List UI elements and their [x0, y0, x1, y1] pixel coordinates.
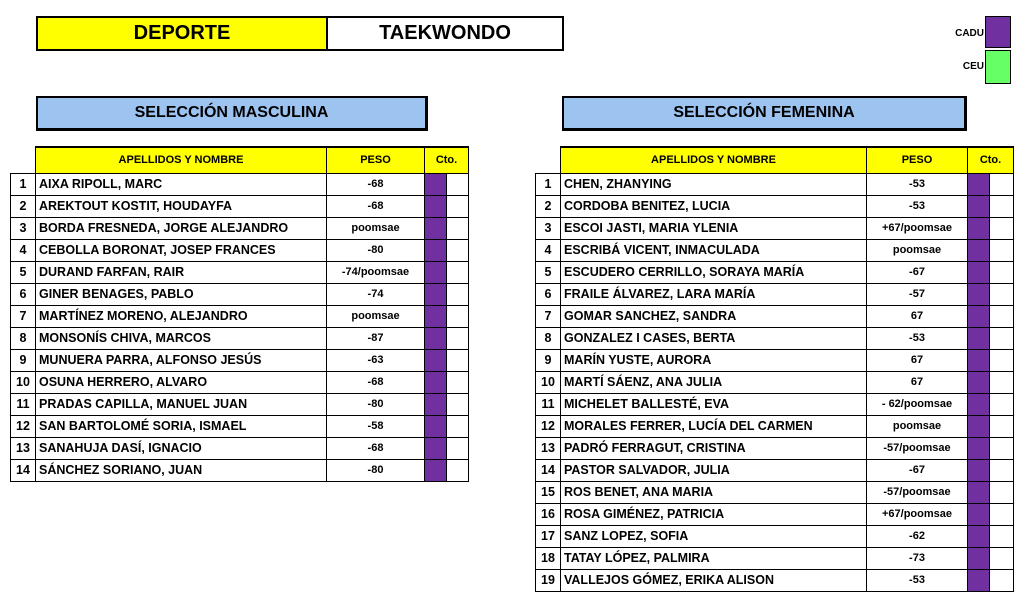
row-number: 5 — [536, 261, 561, 283]
table-row — [536, 371, 1014, 393]
sport-label: DEPORTE — [36, 16, 328, 51]
table-row — [536, 239, 1014, 261]
athlete-weight: - 62/poomsae — [867, 393, 968, 415]
table-row — [536, 525, 1014, 547]
athlete-name: ESCRIBÁ VICENT, INMACULADA — [561, 239, 867, 261]
cto-extra-cell — [990, 481, 1014, 503]
cto-extra-cell — [447, 261, 469, 283]
athlete-name: CHEN, ZHANYING — [561, 173, 867, 195]
table-row — [11, 349, 469, 371]
cto-extra-cell — [990, 547, 1014, 569]
athlete-name: OSUNA HERRERO, ALVARO — [36, 371, 327, 393]
row-number: 11 — [11, 393, 36, 415]
athlete-weight: -67 — [867, 261, 968, 283]
row-number: 13 — [536, 437, 561, 459]
athlete-weight: -57/poomsae — [867, 481, 968, 503]
cto-cadu-cell — [968, 173, 990, 195]
cto-cadu-cell — [968, 481, 990, 503]
column-header-peso: PESO — [867, 147, 968, 173]
row-number: 14 — [11, 459, 36, 481]
cto-extra-cell — [447, 327, 469, 349]
athlete-weight: -53 — [867, 327, 968, 349]
row-number: 16 — [536, 503, 561, 525]
cto-extra-cell — [447, 305, 469, 327]
athlete-weight: -63 — [327, 349, 425, 371]
cto-cadu-cell — [968, 393, 990, 415]
cto-extra-cell — [990, 239, 1014, 261]
cto-cadu-cell — [968, 327, 990, 349]
athlete-name: GONZALEZ I CASES, BERTA — [561, 327, 867, 349]
athlete-name: SANAHUJA DASÍ, IGNACIO — [36, 437, 327, 459]
athlete-name: AIXA RIPOLL, MARC — [36, 173, 327, 195]
cto-cadu-cell — [968, 371, 990, 393]
cto-extra-cell — [447, 437, 469, 459]
row-number: 4 — [11, 239, 36, 261]
athlete-weight: -73 — [867, 547, 968, 569]
athlete-name: FRAILE ÁLVAREZ, LARA MARÍA — [561, 283, 867, 305]
athlete-name: PASTOR SALVADOR, JULIA — [561, 459, 867, 481]
table-row — [536, 261, 1014, 283]
cto-extra-cell — [447, 393, 469, 415]
athlete-weight: -68 — [327, 371, 425, 393]
table-row — [536, 283, 1014, 305]
cto-cadu-cell — [425, 327, 447, 349]
athlete-weight: -74 — [327, 283, 425, 305]
row-number: 9 — [11, 349, 36, 371]
row-number: 15 — [536, 481, 561, 503]
table-row — [11, 415, 469, 437]
table-row — [11, 217, 469, 239]
cto-extra-cell — [447, 371, 469, 393]
cto-extra-cell — [447, 283, 469, 305]
cto-extra-cell — [447, 415, 469, 437]
athlete-name: PADRÓ FERRAGUT, CRISTINA — [561, 437, 867, 459]
row-number: 12 — [536, 415, 561, 437]
cto-cadu-cell — [425, 283, 447, 305]
row-number: 2 — [536, 195, 561, 217]
table-row — [11, 173, 469, 195]
column-header-peso: PESO — [327, 147, 425, 173]
header-blank — [11, 147, 36, 173]
athlete-weight: -57 — [867, 283, 968, 305]
column-header-cto: Cto. — [968, 147, 1014, 173]
athlete-weight: poomsae — [327, 217, 425, 239]
sport-value: TAEKWONDO — [326, 16, 564, 51]
cto-cadu-cell — [425, 195, 447, 217]
athlete-weight: -74/poomsae — [327, 261, 425, 283]
cto-extra-cell — [447, 217, 469, 239]
cto-extra-cell — [447, 349, 469, 371]
athlete-weight: 67 — [867, 349, 968, 371]
athlete-name: AREKTOUT KOSTIT, HOUDAYFA — [36, 195, 327, 217]
table-row — [11, 239, 469, 261]
row-number: 13 — [11, 437, 36, 459]
athlete-weight: -80 — [327, 393, 425, 415]
athlete-name: SÁNCHEZ SORIANO, JUAN — [36, 459, 327, 481]
table-row — [11, 437, 469, 459]
athlete-name: ESCOI JASTI, MARIA YLENIA — [561, 217, 867, 239]
table-row — [536, 349, 1014, 371]
athlete-name: MONSONÍS CHIVA, MARCOS — [36, 327, 327, 349]
table-row — [536, 503, 1014, 525]
athlete-weight: 67 — [867, 371, 968, 393]
section-title-masculina: SELECCIÓN MASCULINA — [36, 96, 428, 131]
row-number: 1 — [536, 173, 561, 195]
athlete-name: MUNUERA PARRA, ALFONSO JESÚS — [36, 349, 327, 371]
athlete-name: CEBOLLA BORONAT, JOSEP FRANCES — [36, 239, 327, 261]
athlete-name: PRADAS CAPILLA, MANUEL JUAN — [36, 393, 327, 415]
cto-cadu-cell — [425, 393, 447, 415]
athlete-weight: poomsae — [867, 239, 968, 261]
table-row — [11, 195, 469, 217]
cto-extra-cell — [990, 459, 1014, 481]
cto-extra-cell — [990, 195, 1014, 217]
row-number: 8 — [536, 327, 561, 349]
table-row — [536, 569, 1014, 591]
athlete-weight: -87 — [327, 327, 425, 349]
athlete-name: MORALES FERRER, LUCÍA DEL CARMEN — [561, 415, 867, 437]
row-number: 7 — [536, 305, 561, 327]
section-title-femenina: SELECCIÓN FEMENINA — [562, 96, 967, 131]
cto-cadu-cell — [968, 503, 990, 525]
row-number: 2 — [11, 195, 36, 217]
cto-cadu-cell — [968, 217, 990, 239]
table-row — [536, 393, 1014, 415]
athlete-name: MARÍN YUSTE, AURORA — [561, 349, 867, 371]
cto-cadu-cell — [425, 437, 447, 459]
cto-cadu-cell — [968, 195, 990, 217]
cto-cadu-cell — [425, 349, 447, 371]
cto-cadu-cell — [425, 239, 447, 261]
column-header-name: APELLIDOS Y NOMBRE — [561, 147, 867, 173]
cto-extra-cell — [990, 283, 1014, 305]
cto-extra-cell — [990, 503, 1014, 525]
table-row — [536, 459, 1014, 481]
athlete-weight: -58 — [327, 415, 425, 437]
row-number: 11 — [536, 393, 561, 415]
cto-cadu-cell — [968, 305, 990, 327]
athlete-name: MARTÍ SÁENZ, ANA JULIA — [561, 371, 867, 393]
cto-cadu-cell — [425, 305, 447, 327]
athlete-name: SANZ LOPEZ, SOFIA — [561, 525, 867, 547]
table-row — [536, 173, 1014, 195]
athlete-name: TATAY LÓPEZ, PALMIRA — [561, 547, 867, 569]
row-number: 3 — [11, 217, 36, 239]
cto-extra-cell — [447, 459, 469, 481]
table-row — [11, 327, 469, 349]
cto-cadu-cell — [968, 239, 990, 261]
cto-cadu-cell — [968, 459, 990, 481]
row-number: 12 — [11, 415, 36, 437]
cto-extra-cell — [990, 327, 1014, 349]
athlete-name: GOMAR SANCHEZ, SANDRA — [561, 305, 867, 327]
cto-cadu-cell — [968, 415, 990, 437]
table-row — [11, 371, 469, 393]
cto-cadu-cell — [968, 525, 990, 547]
cto-cadu-cell — [425, 261, 447, 283]
cto-cadu-cell — [968, 547, 990, 569]
legend-cadu-label: CADU — [955, 28, 984, 39]
header-blank — [536, 147, 561, 173]
cto-cadu-cell — [425, 217, 447, 239]
cto-cadu-cell — [968, 569, 990, 591]
cto-cadu-cell — [425, 459, 447, 481]
athlete-weight: -62 — [867, 525, 968, 547]
cto-cadu-cell — [968, 283, 990, 305]
cto-cadu-cell — [425, 173, 447, 195]
row-number: 3 — [536, 217, 561, 239]
row-number: 5 — [11, 261, 36, 283]
cto-extra-cell — [990, 261, 1014, 283]
athlete-weight: poomsae — [327, 305, 425, 327]
athlete-weight: poomsae — [867, 415, 968, 437]
legend-ceu-label: CEU — [962, 61, 984, 72]
table-row — [536, 217, 1014, 239]
cto-cadu-cell — [968, 349, 990, 371]
athlete-name: MICHELET BALLESTÉ, EVA — [561, 393, 867, 415]
athlete-name: VALLEJOS GÓMEZ, ERIKA ALISON — [561, 569, 867, 591]
table-row — [536, 305, 1014, 327]
cto-extra-cell — [990, 415, 1014, 437]
table-row — [536, 327, 1014, 349]
athlete-weight: +67/poomsae — [867, 217, 968, 239]
athlete-weight: -68 — [327, 173, 425, 195]
row-number: 6 — [11, 283, 36, 305]
table-row — [536, 481, 1014, 503]
cto-extra-cell — [990, 437, 1014, 459]
athlete-name: ESCUDERO CERRILLO, SORAYA MARÍA — [561, 261, 867, 283]
row-number: 9 — [536, 349, 561, 371]
cto-cadu-cell — [968, 437, 990, 459]
athlete-weight: -80 — [327, 239, 425, 261]
athlete-name: ROSA GIMÉNEZ, PATRICIA — [561, 503, 867, 525]
row-number: 4 — [536, 239, 561, 261]
row-number: 1 — [11, 173, 36, 195]
athlete-name: CORDOBA BENITEZ, LUCIA — [561, 195, 867, 217]
athlete-weight: -80 — [327, 459, 425, 481]
athlete-weight: -53 — [867, 173, 968, 195]
cto-cadu-cell — [425, 371, 447, 393]
table-row — [536, 437, 1014, 459]
table-row — [11, 459, 469, 481]
cto-cadu-cell — [968, 261, 990, 283]
legend-cadu-swatch — [985, 16, 1011, 48]
athlete-name: GINER BENAGES, PABLO — [36, 283, 327, 305]
cto-extra-cell — [990, 371, 1014, 393]
athlete-weight: 67 — [867, 305, 968, 327]
column-header-cto: Cto. — [425, 147, 469, 173]
athlete-weight: -68 — [327, 437, 425, 459]
table-row — [11, 261, 469, 283]
athlete-name: DURAND FARFAN, RAIR — [36, 261, 327, 283]
table-femenina — [535, 146, 1014, 592]
row-number: 14 — [536, 459, 561, 481]
row-number: 10 — [536, 371, 561, 393]
column-header-name: APELLIDOS Y NOMBRE — [36, 147, 327, 173]
row-number: 10 — [11, 371, 36, 393]
row-number: 7 — [11, 305, 36, 327]
row-number: 18 — [536, 547, 561, 569]
athlete-name: SAN BARTOLOMÉ SORIA, ISMAEL — [36, 415, 327, 437]
table-row — [11, 393, 469, 415]
table-row — [536, 195, 1014, 217]
cto-cadu-cell — [425, 415, 447, 437]
table-row — [11, 283, 469, 305]
table-row — [536, 415, 1014, 437]
table-row — [11, 305, 469, 327]
cto-extra-cell — [990, 173, 1014, 195]
table-masculina — [10, 146, 469, 482]
athlete-weight: +67/poomsae — [867, 503, 968, 525]
cto-extra-cell — [990, 349, 1014, 371]
row-number: 19 — [536, 569, 561, 591]
row-number: 8 — [11, 327, 36, 349]
cto-extra-cell — [447, 195, 469, 217]
legend-ceu-swatch — [985, 50, 1011, 84]
athlete-name: ROS BENET, ANA MARIA — [561, 481, 867, 503]
cto-extra-cell — [990, 569, 1014, 591]
row-number: 6 — [536, 283, 561, 305]
cto-extra-cell — [447, 239, 469, 261]
athlete-weight: -53 — [867, 569, 968, 591]
cto-extra-cell — [990, 217, 1014, 239]
athlete-weight: -53 — [867, 195, 968, 217]
athlete-weight: -67 — [867, 459, 968, 481]
cto-extra-cell — [990, 525, 1014, 547]
cto-extra-cell — [990, 393, 1014, 415]
athlete-weight: -57/poomsae — [867, 437, 968, 459]
table-row — [536, 547, 1014, 569]
row-number: 17 — [536, 525, 561, 547]
athlete-weight: -68 — [327, 195, 425, 217]
athlete-name: MARTÍNEZ MORENO, ALEJANDRO — [36, 305, 327, 327]
athlete-name: BORDA FRESNEDA, JORGE ALEJANDRO — [36, 217, 327, 239]
cto-extra-cell — [990, 305, 1014, 327]
cto-extra-cell — [447, 173, 469, 195]
